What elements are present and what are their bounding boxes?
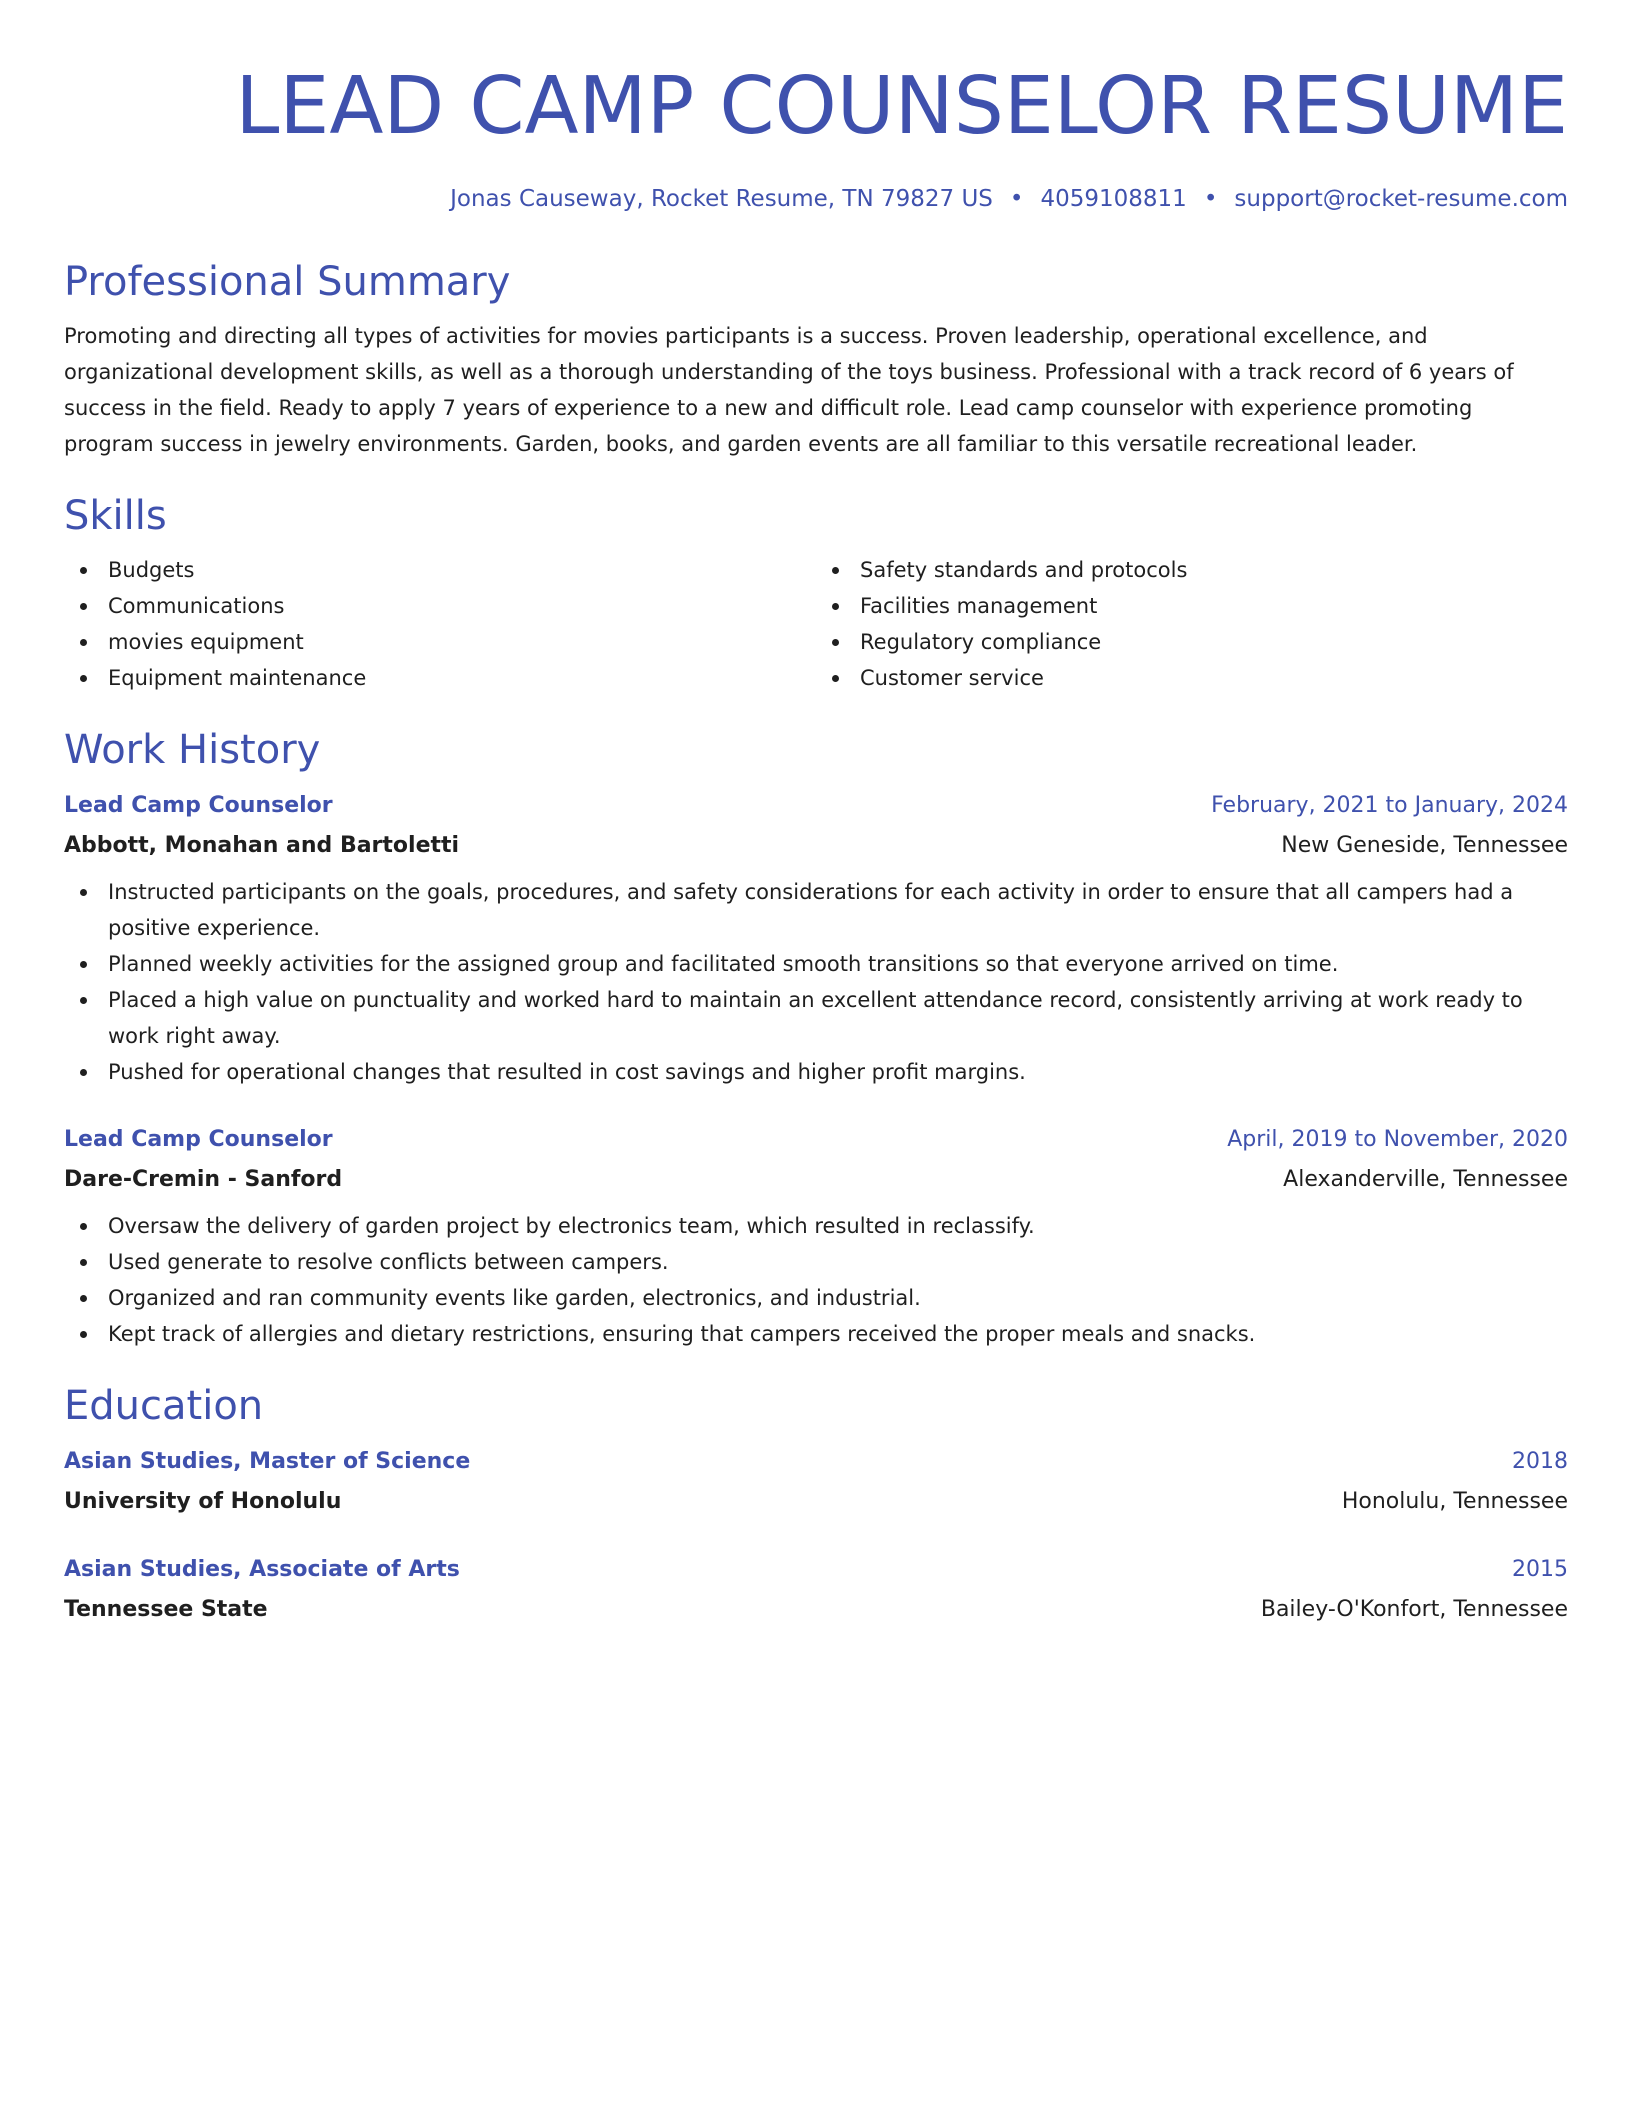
education-header-row: [64, 1550, 1568, 1590]
skill-item: movies equipment: [64, 624, 816, 660]
job-bullet: Kept track of allergies and dietary restrictions, ensuring that campers received the proper meals and snacks.: [64, 1316, 1568, 1352]
education-location: Honolulu, Tennessee: [1341, 1489, 1568, 1514]
summary-heading: Professional Summary: [64, 259, 511, 305]
job-company: Abbott, Monahan and Bartoletti: [64, 833, 460, 858]
job-bullet: Pushed for operational changes that resulted in cost savings and higher profit margins.: [64, 1054, 1568, 1090]
job-company: Dare-Cremin - Sanford: [64, 1167, 343, 1192]
contact-separator: •: [1009, 186, 1024, 212]
education-heading: Education: [64, 1383, 264, 1429]
education-header-row: [64, 1442, 1568, 1482]
education-school-row: [64, 1590, 1568, 1630]
skill-item: Budgets: [64, 552, 816, 588]
education-school: Tennessee State: [64, 1597, 268, 1622]
job-location: Alexanderville, Tennessee: [1283, 1167, 1568, 1192]
resume-content: [64, 258, 1568, 1658]
resume-title: LEAD CAMP COUNSELOR RESUME: [235, 60, 1568, 152]
work-history-heading: Work History: [64, 727, 321, 773]
education-degree: Asian Studies, Associate of Arts: [64, 1557, 460, 1582]
job-bullets: [64, 1208, 1568, 1352]
education-year: 2015: [1512, 1557, 1568, 1582]
education-section: [64, 1382, 1568, 1630]
skill-item: Equipment maintenance: [64, 660, 816, 696]
contact-address: Jonas Causeway, Rocket Resume, TN 79827 US: [450, 186, 993, 212]
skill-item: Regulatory compliance: [816, 624, 1568, 660]
work-history-section: [64, 726, 1568, 1352]
job-title: Lead Camp Counselor: [64, 1127, 333, 1152]
job-header-row: [64, 786, 1568, 826]
job-bullet: Oversaw the delivery of garden project by electronics team, which resulted in reclassify.: [64, 1208, 1568, 1244]
skills-right-column: [816, 552, 1568, 696]
job-bullet: Placed a high value on punctuality and worked hard to maintain an excellent attendance record, consistently arriving at work ready to work right away.: [64, 982, 1568, 1054]
skills-left-column: [64, 552, 816, 696]
skills-section: [64, 492, 1568, 696]
skill-item: Facilities management: [816, 588, 1568, 624]
contact-separator: •: [1203, 186, 1218, 212]
education-school: University of Honolulu: [64, 1489, 342, 1514]
job-company-row: [64, 1160, 1568, 1200]
contact-email: support@rocket-resume.com: [1234, 186, 1568, 212]
job-dates: February, 2021 to January, 2024: [1211, 793, 1568, 818]
job-bullet: Instructed participants on the goals, procedures, and safety considerations for each activity in order to ensure that all campers had a positive experience.: [64, 874, 1568, 946]
job-dates: April, 2019 to November, 2020: [1227, 1127, 1568, 1152]
job-bullet: Used generate to resolve conflicts between campers.: [64, 1244, 1568, 1280]
job-entry: [64, 786, 1568, 1090]
summary-text: Promoting and directing all types of activities for movies participants is a success. Proven leadership, operational excellence, and organizational development skills, as well as a thorough understanding of the toys business. Professional with a track record of 6 years of success in the field. Ready to apply 7 years of experience to a new and difficult role. Lead camp counselor with experience promoting program success in jewelry environments. Garden, books, and garden events are all familiar to this versatile recreational leader.: [64, 324, 1514, 456]
skills-grid: [64, 552, 1568, 696]
education-year: 2018: [1512, 1449, 1568, 1474]
education-location: Bailey-O'Konfort, Tennessee: [1260, 1597, 1568, 1622]
skill-item: Customer service: [816, 660, 1568, 696]
skill-item: Communications: [64, 588, 816, 624]
job-header-row: [64, 1120, 1568, 1160]
job-title: Lead Camp Counselor: [64, 793, 333, 818]
job-bullet: Organized and ran community events like garden, electronics, and industrial.: [64, 1280, 1568, 1316]
job-entry: [64, 1120, 1568, 1352]
job-company-row: [64, 826, 1568, 866]
education-degree: Asian Studies, Master of Science: [64, 1449, 471, 1474]
education-entry: [64, 1442, 1568, 1522]
job-bullet: Planned weekly activities for the assigned group and facilitated smooth transitions so that everyone arrived on time.: [64, 946, 1568, 982]
summary-section: [64, 258, 1568, 462]
education-entry: [64, 1550, 1568, 1630]
education-school-row: [64, 1482, 1568, 1522]
skills-heading: Skills: [64, 493, 167, 539]
contact-phone: 4059108811: [1040, 186, 1187, 212]
job-bullets: [64, 874, 1568, 1090]
job-location: New Geneside, Tennessee: [1281, 833, 1568, 858]
contact-line: [450, 184, 1568, 214]
skill-item: Safety standards and protocols: [816, 552, 1568, 588]
